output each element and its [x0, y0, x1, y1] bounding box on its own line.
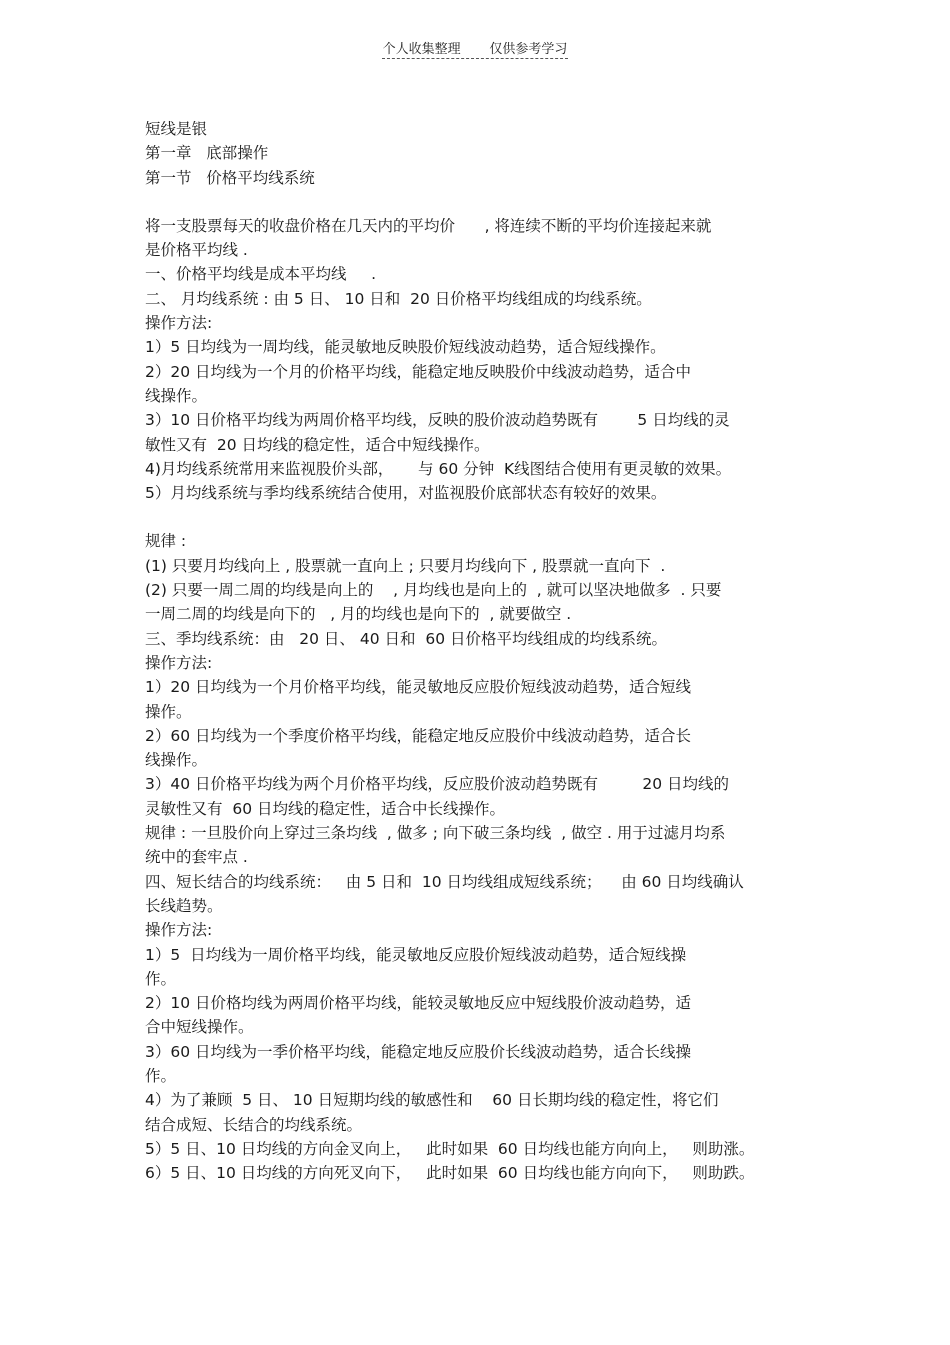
page-header — [0, 38, 950, 58]
text-line: 是价格平均线 . — [145, 241, 248, 260]
text-line: 三、季均线系统：由 20 日、 40 日和 60 日价格平均线组成的均线系统。 — [145, 629, 668, 648]
text-line: 四、短长结合的均线系统： 由 5 日和 10 日均线组成短线系统； 由 60 日均线确认 — [145, 872, 744, 891]
text-line: 作。 — [145, 1066, 177, 1085]
text-line: 4）为了兼顾 5 日、 10 日短期均线的敏感性和 60 日长期均线的稳定性，将它们 — [145, 1091, 719, 1110]
text-line: 线操作。 — [145, 751, 208, 770]
text-line: 长线趋势。 — [145, 896, 223, 915]
text-line: 操作方法: — [145, 653, 213, 672]
text-line: 5）5 日、10 日均线的方向金叉向上， 此时如果 60 日均线也能方向向上， 则助涨。 — [145, 1139, 755, 1158]
text-line: 第一节 价格平均线系统 — [145, 168, 315, 187]
text-line: 一周二周的均线是向下的 , 月的均线也是向下的 , 就要做空 . — [145, 605, 572, 624]
document-body — [145, 117, 815, 1185]
text-line: 6）5 日、10 日均线的方向死叉向下， 此时如果 60 日均线也能方向向下， 则助跌。 — [145, 1164, 755, 1183]
text-line: 规律 : 一旦股价向上穿过三条均线 , 做多 ; 向下破三条均线 , 做空 . 用于过滤月均系 — [145, 824, 726, 843]
text-line: 3）10 日价格平均线为两周价格平均线，反映的股价波动趋势既有 5 日均线的灵 — [145, 411, 730, 430]
text-line: 规律 : — [145, 532, 187, 551]
text-line: 操作。 — [145, 702, 192, 721]
text-line: 操作方法: — [145, 314, 213, 333]
text-line: 3）60 日均线为一季价格平均线，能稳定地反应股价长线波动趋势，适合长线操 — [145, 1042, 692, 1061]
text-line: 结合成短、长结合的均线系统。 — [145, 1115, 363, 1134]
text-line: 5）月均线系统与季均线系统结合使用，对监视股价底部状态有较好的效果。 — [145, 484, 667, 503]
text-line: 3）40 日价格平均线为两个月价格平均线，反应股价波动趋势既有 20 日均线的 — [145, 775, 730, 794]
text-line: 敏性又有 20 日均线的稳定性，适合中短线操作。 — [145, 435, 490, 454]
text-line: (1) 只要月均线向上 , 股票就一直向上 ; 只要月均线向下 , 股票就一直向下 . — [145, 556, 666, 575]
text-line: 1）5 日均线为一周价格平均线，能灵敏地反应股价短线波动趋势，适合短线操 — [145, 945, 687, 964]
text-line: 线操作。 — [145, 386, 208, 405]
header-left-text: 个人收集整理 — [382, 42, 461, 57]
text-line: 灵敏性又有 60 日均线的稳定性，适合中长线操作。 — [145, 799, 506, 818]
text-line: 二、 月均线系统 : 由 5 日、 10 日和 20 日价格平均线组成的均线系统。 — [145, 289, 652, 308]
text-line: 短线是银 — [145, 120, 208, 138]
header-right-text: 仅供参考学习 — [489, 42, 568, 57]
text-line: (2) 只要一周二周的均线是向上的 , 月均线也是向上的 , 就可以坚决地做多 . 只要 — [145, 581, 722, 600]
text-line: 第一章 底部操作 — [145, 144, 269, 163]
blank-line — [145, 190, 815, 214]
text-line: 作。 — [145, 969, 177, 988]
text-line: 1）5 日均线为一周均线，能灵敏地反映股价短线波动趋势，适合短线操作。 — [145, 338, 666, 357]
text-line: 2）10 日价格均线为两周价格平均线，能较灵敏地反应中短线股价波动趋势，适 — [145, 994, 692, 1013]
header-divider — [382, 58, 568, 59]
blank-line — [145, 505, 815, 529]
text-line: 合中短线操作。 — [145, 1018, 254, 1037]
text-line: 2）60 日均线为一个季度价格平均线，能稳定地反应股价中线波动趋势，适合长 — [145, 726, 692, 745]
text-line: 一、价格平均线是成本平均线 . — [145, 265, 377, 284]
text-line: 4)月均线系统常用来监视股价头部， 与 60 分钟 K线图结合使用有更灵敏的效果。 — [145, 459, 732, 478]
text-line: 统中的套牢点 . — [145, 848, 248, 867]
text-line: 操作方法: — [145, 921, 213, 940]
text-line: 2）20 日均线为一个月的价格平均线，能稳定地反映股价中线波动趋势，适合中 — [145, 362, 692, 381]
text-line: 将一支股票每天的收盘价格在几天内的平均价 , 将连续不断的平均价连接起来就 — [145, 216, 712, 235]
text-line: 1）20 日均线为一个月价格平均线，能灵敏地反应股价短线波动趋势，适合短线 — [145, 678, 692, 697]
